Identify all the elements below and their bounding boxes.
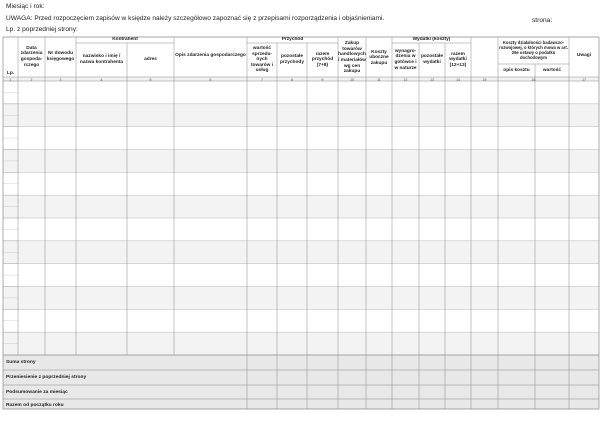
col-date: Data zdarzenia gospoda-rczego (20, 45, 43, 68)
summary-page-total: Suma strony (6, 360, 36, 365)
col-income-group: Przychód (281, 37, 304, 43)
page-label: strona: (532, 17, 553, 24)
col-other-expenses: pozostałe wydatki (420, 54, 444, 65)
col-total-expenses: razem wydatki (12+13) (449, 51, 467, 68)
col-number: 5 (149, 77, 152, 82)
col-side-costs: Koszty uboczne zakupu (369, 49, 389, 66)
col-number: 8 (291, 77, 293, 82)
col-number: 7 (261, 77, 263, 82)
col-total-income: razem przychód (7+8) (311, 51, 334, 68)
col-number: 3 (59, 77, 62, 82)
col-description: Opis zdarzenia gospodarczego (175, 53, 246, 59)
summary-year-total: Razem od początku roku (6, 402, 64, 408)
col-research-desc: opis kosztu (503, 67, 530, 73)
col-number: 10 (350, 77, 354, 82)
col-research-value: wartość (542, 67, 562, 73)
col-number: 16 (531, 77, 536, 82)
month-year-label: Miesiąc i rok: (6, 3, 45, 10)
col-salaries: wynagro-dzenia w gotówce i w naturze (394, 48, 417, 71)
col-number: 1 (9, 77, 12, 82)
col-contractor-address: adres (144, 57, 157, 63)
col-remarks: Uwagi (576, 53, 592, 59)
col-number: 17 (582, 77, 586, 82)
col-number: 4 (100, 77, 103, 82)
col-number: 11 (377, 77, 381, 82)
col-purchases: Zakup towarów handlowych i materiałów wg cen zakupu (338, 41, 366, 75)
col-number: 13 (430, 77, 434, 82)
col-number: 12 (403, 77, 408, 82)
col-number: 9 (321, 77, 324, 82)
col-expenses-group: Wydatki (koszty) (412, 37, 451, 43)
table-grid (3, 37, 599, 409)
ledger-table (3, 37, 599, 409)
summary-month-total: Podsumowanie za miesiąc (6, 389, 68, 395)
col-contractor-group: Kontrahent (112, 37, 138, 43)
col-lp: Lp. (6, 71, 15, 77)
col-number: 2 (30, 77, 33, 82)
warning-text: UWAGA: Przed rozpoczęciem zapisów w księdze należy szczegółowo zapoznać się z przepisami rozporządzenia i objaśnieniami. (6, 15, 385, 22)
col-doc-number: Nr dowodu księgowego (46, 51, 75, 62)
col-sales-value: wartość sprzeda-nych towarów i usług (250, 46, 274, 74)
col-number: 14 (456, 77, 460, 82)
col-research-group: Koszty działalności badawczo-rozwojowej, o których mowa w art. 26e ustawy o podatku dochodowym (499, 40, 568, 60)
col-other-income: pozostałe przychody (280, 54, 304, 65)
summary-carried-over: Przeniesienie z poprzedniej strony (6, 375, 87, 380)
col-contractor-name: nazwisko i imię / nazwa kontrahenta (79, 54, 124, 65)
col-number: 15 (482, 77, 487, 82)
prev-page-label: Lp. z poprzedniej strony: (6, 26, 78, 33)
col-number: 6 (209, 77, 212, 82)
